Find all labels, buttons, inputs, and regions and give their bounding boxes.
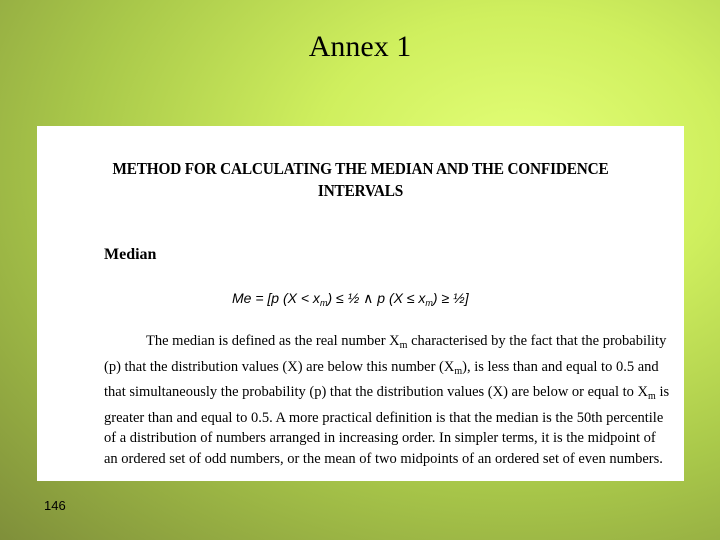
document-heading-line-2: INTERVALS	[317, 181, 404, 200]
document-heading	[69, 158, 651, 202]
line-text-tail: is	[655, 384, 670, 400]
paragraph-line	[104, 449, 663, 470]
line-text: (p) that the distribution values (X) are below this number (X	[104, 358, 455, 375]
section-label-median: Median	[104, 246, 157, 263]
paragraph-line	[104, 408, 664, 429]
document-panel	[37, 126, 684, 481]
document-heading-line-1: METHOD FOR CALCULATING THE MEDIAN AND THE CONFIDENCE	[112, 159, 609, 178]
line-text: of a distribution of numbers arranged in increasing order. In simpler terms, it is the midpoint of	[104, 430, 656, 446]
line-subscript: m	[454, 365, 463, 377]
formula-part-2: ) ≤ ½ ∧ p (X ≤ x	[327, 290, 426, 306]
paragraph-line	[104, 331, 667, 357]
line-text: an ordered set of odd numbers, or the mean of two midpoints of an ordered set of even numbers.	[104, 450, 663, 467]
formula-part-1: Me = [p (X < x	[232, 290, 320, 306]
formula-subscript-1: m	[319, 298, 328, 308]
line-text: that simultaneously the probability (p) that the distribution values (X) are below or equal to X	[104, 384, 649, 400]
line-text: The median is defined as the real number X	[146, 333, 400, 349]
median-definition-paragraph	[104, 331, 670, 469]
paragraph-line	[104, 357, 659, 383]
median-formula	[232, 290, 469, 308]
paragraph-line	[104, 428, 656, 449]
line-text-tail: characterised by the fact that the probability	[407, 333, 667, 349]
line-text-tail: ), is less than and equal to 0.5 and	[462, 358, 659, 375]
line-subscript: m	[399, 340, 408, 351]
formula-part-3: ) ≥ ½]	[432, 290, 469, 306]
paragraph-line	[104, 382, 670, 408]
formula-subscript-2: m	[425, 298, 433, 308]
page-number: 146	[44, 498, 66, 513]
line-text: greater than and equal to 0.5. A more practical definition is that the median is the 50th percentile	[104, 409, 664, 426]
line-subscript: m	[648, 391, 656, 402]
slide-title: Annex 1	[308, 30, 412, 63]
